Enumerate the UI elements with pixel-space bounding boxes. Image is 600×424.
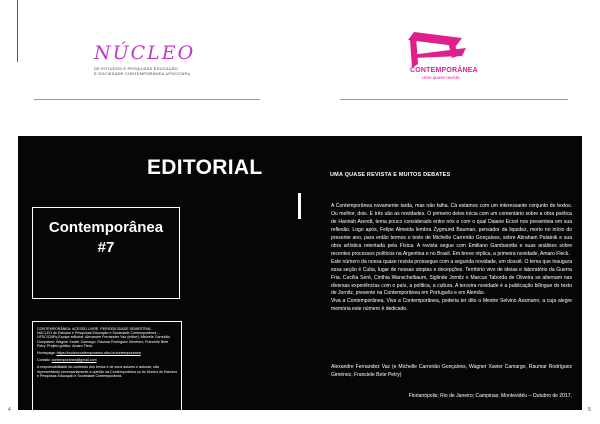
page-spine-line (17, 0, 18, 62)
decorative-bar (298, 193, 301, 219)
credits-license (37, 327, 178, 348)
dateline: Florianópolis; Rio de Janeiro; Campinas; Montevidéu – Outubro de 2017. (408, 393, 572, 399)
header-divider-left (34, 99, 260, 100)
issue-box (32, 207, 180, 299)
body-paragraph-2: Este número da nossa quase revista prossegue com a segunda novidade, um dossiê. O tema que inaugura essa seção é Cuba, lugar de nossas utopias e decepções. Território vivo de ideias e laboratório da Guerra Fria. Cecília Seré, Cinthia Wanschelbaum, Siglinde Jornitz e Marcus Taborda de Oliveira se alternam nas diversas experiências com o país, a política, a cultura. A terceira novidade é a publicação bilíngue do texto de Jornitz, presente na Contemporânea em Português e em Alemão. (331, 258, 572, 297)
credits-contact (37, 358, 178, 362)
editorial-body (331, 203, 572, 314)
body-paragraph-3: Viva a Contemporânea, Viva a Contemporânea, poderia ter dito o Mestre Selvino Assmann, a cuja alegre memória este número é dedicado. (331, 298, 572, 313)
credits-homepage-label: Homepage: (37, 351, 56, 356)
contemporanea-logo (404, 28, 524, 84)
nucleo-logo-tagline (94, 66, 190, 76)
nucleo-tagline-text: E SOCIEDADE CONTEMPORÂNEA (94, 71, 165, 76)
page-title: EDITORIAL (147, 156, 263, 179)
contemporanea-logo-wordmark: CONTEMPORÂNEA (410, 67, 478, 74)
authors-signature: Alexandre Fernandez Vaz (e Michelle Carreirão Gonçalves, Wagner Xavier Camargo, Raumar Rodríguez Giménez, Franciele Bete Petry) (331, 364, 572, 378)
credits-box (32, 321, 182, 414)
body-paragraph-1: A Contemporânea novamente tarda, mas não falha. Cá estamos com um interessante conjunto de textos. Ou melhor, dois. E três são as novidades. O primeiro deles inicia com um comentário sobre a obra poética de Hannah Arendt, tema pouco considerado entre nós e com o qual Daiane Eccel nos presenteia em sua reflexão. Logo após, Felipe Almeida lembra Zygmund Bauman, pensador da liquidez, morto no início do presente ano, para então termos o texto de Michelle Carreirão Gonçalves, sobre Abraham Palatnik e sua obra artística orientada pela Física. A revista segue com Emiliano Gambarotta e suas análises sobre recentes processos políticos na Argentina e no Brasil. Em breve réplica, a primeira novidade, Amaro Fleck. (331, 203, 572, 257)
credits-homepage-link[interactable]: https://nucleocontemporaneo.ufsc.br/contemporanea (56, 351, 141, 356)
issue-name: Contemporânea (48, 219, 164, 236)
issue-number: #7 (97, 239, 115, 256)
credits-homepage (37, 351, 178, 355)
nucleo-logo (94, 44, 264, 84)
header-divider-right (340, 99, 568, 100)
credits-contact-link[interactable]: contemporanea@gmail.com (51, 358, 97, 363)
nucleo-tagline-affiliation: UFSC/CNPq (165, 71, 190, 76)
contemporanea-logo-tagline: Uma quase revista (422, 75, 460, 80)
credits-contact-label: Contato: (37, 358, 51, 363)
page-number-left: 4 (8, 407, 11, 413)
nucleo-tagline-line-1: DE ESTUDOS E PESQUISAS EDUCAÇÃO (94, 66, 178, 71)
page-subtitle: UMA QUASE REVISTA E MUITOS DEBATES (330, 172, 451, 178)
page-number-right: 5 (588, 407, 591, 413)
credits-license-text: CONTEMPORÂNEA: ACESSO LIVRE. PERIODICIDADE SEMESTRAL (37, 327, 152, 331)
nucleo-logo-wordmark: NÚCLEO (94, 42, 196, 64)
credits-disclaimer: A responsabilidade do conteúdo dos textos é de seus autores e autoras, não representando necessariamente a opinião da Contemporânea ou do Núcleo de Estudos e Pesquisas Educação e Sociedade Contemporânea. (37, 365, 178, 378)
credits-publisher: NÚCLEO de Estudos e Pesquisas Educação e Sociedade Contemporânea – UFSC/CNPq (37, 331, 160, 340)
nucleo-tagline-line-2 (94, 71, 190, 76)
credits-editors: Equipe editorial: Alexandre Fernandez Vaz (editor); Michelle Carreirão Gonçalves; Wagner Xavier Camargo; Raumar Rodríguez Giménez; Franciele Bete Petry. Projeto gráfico: Amaro Fleck. (37, 335, 170, 348)
